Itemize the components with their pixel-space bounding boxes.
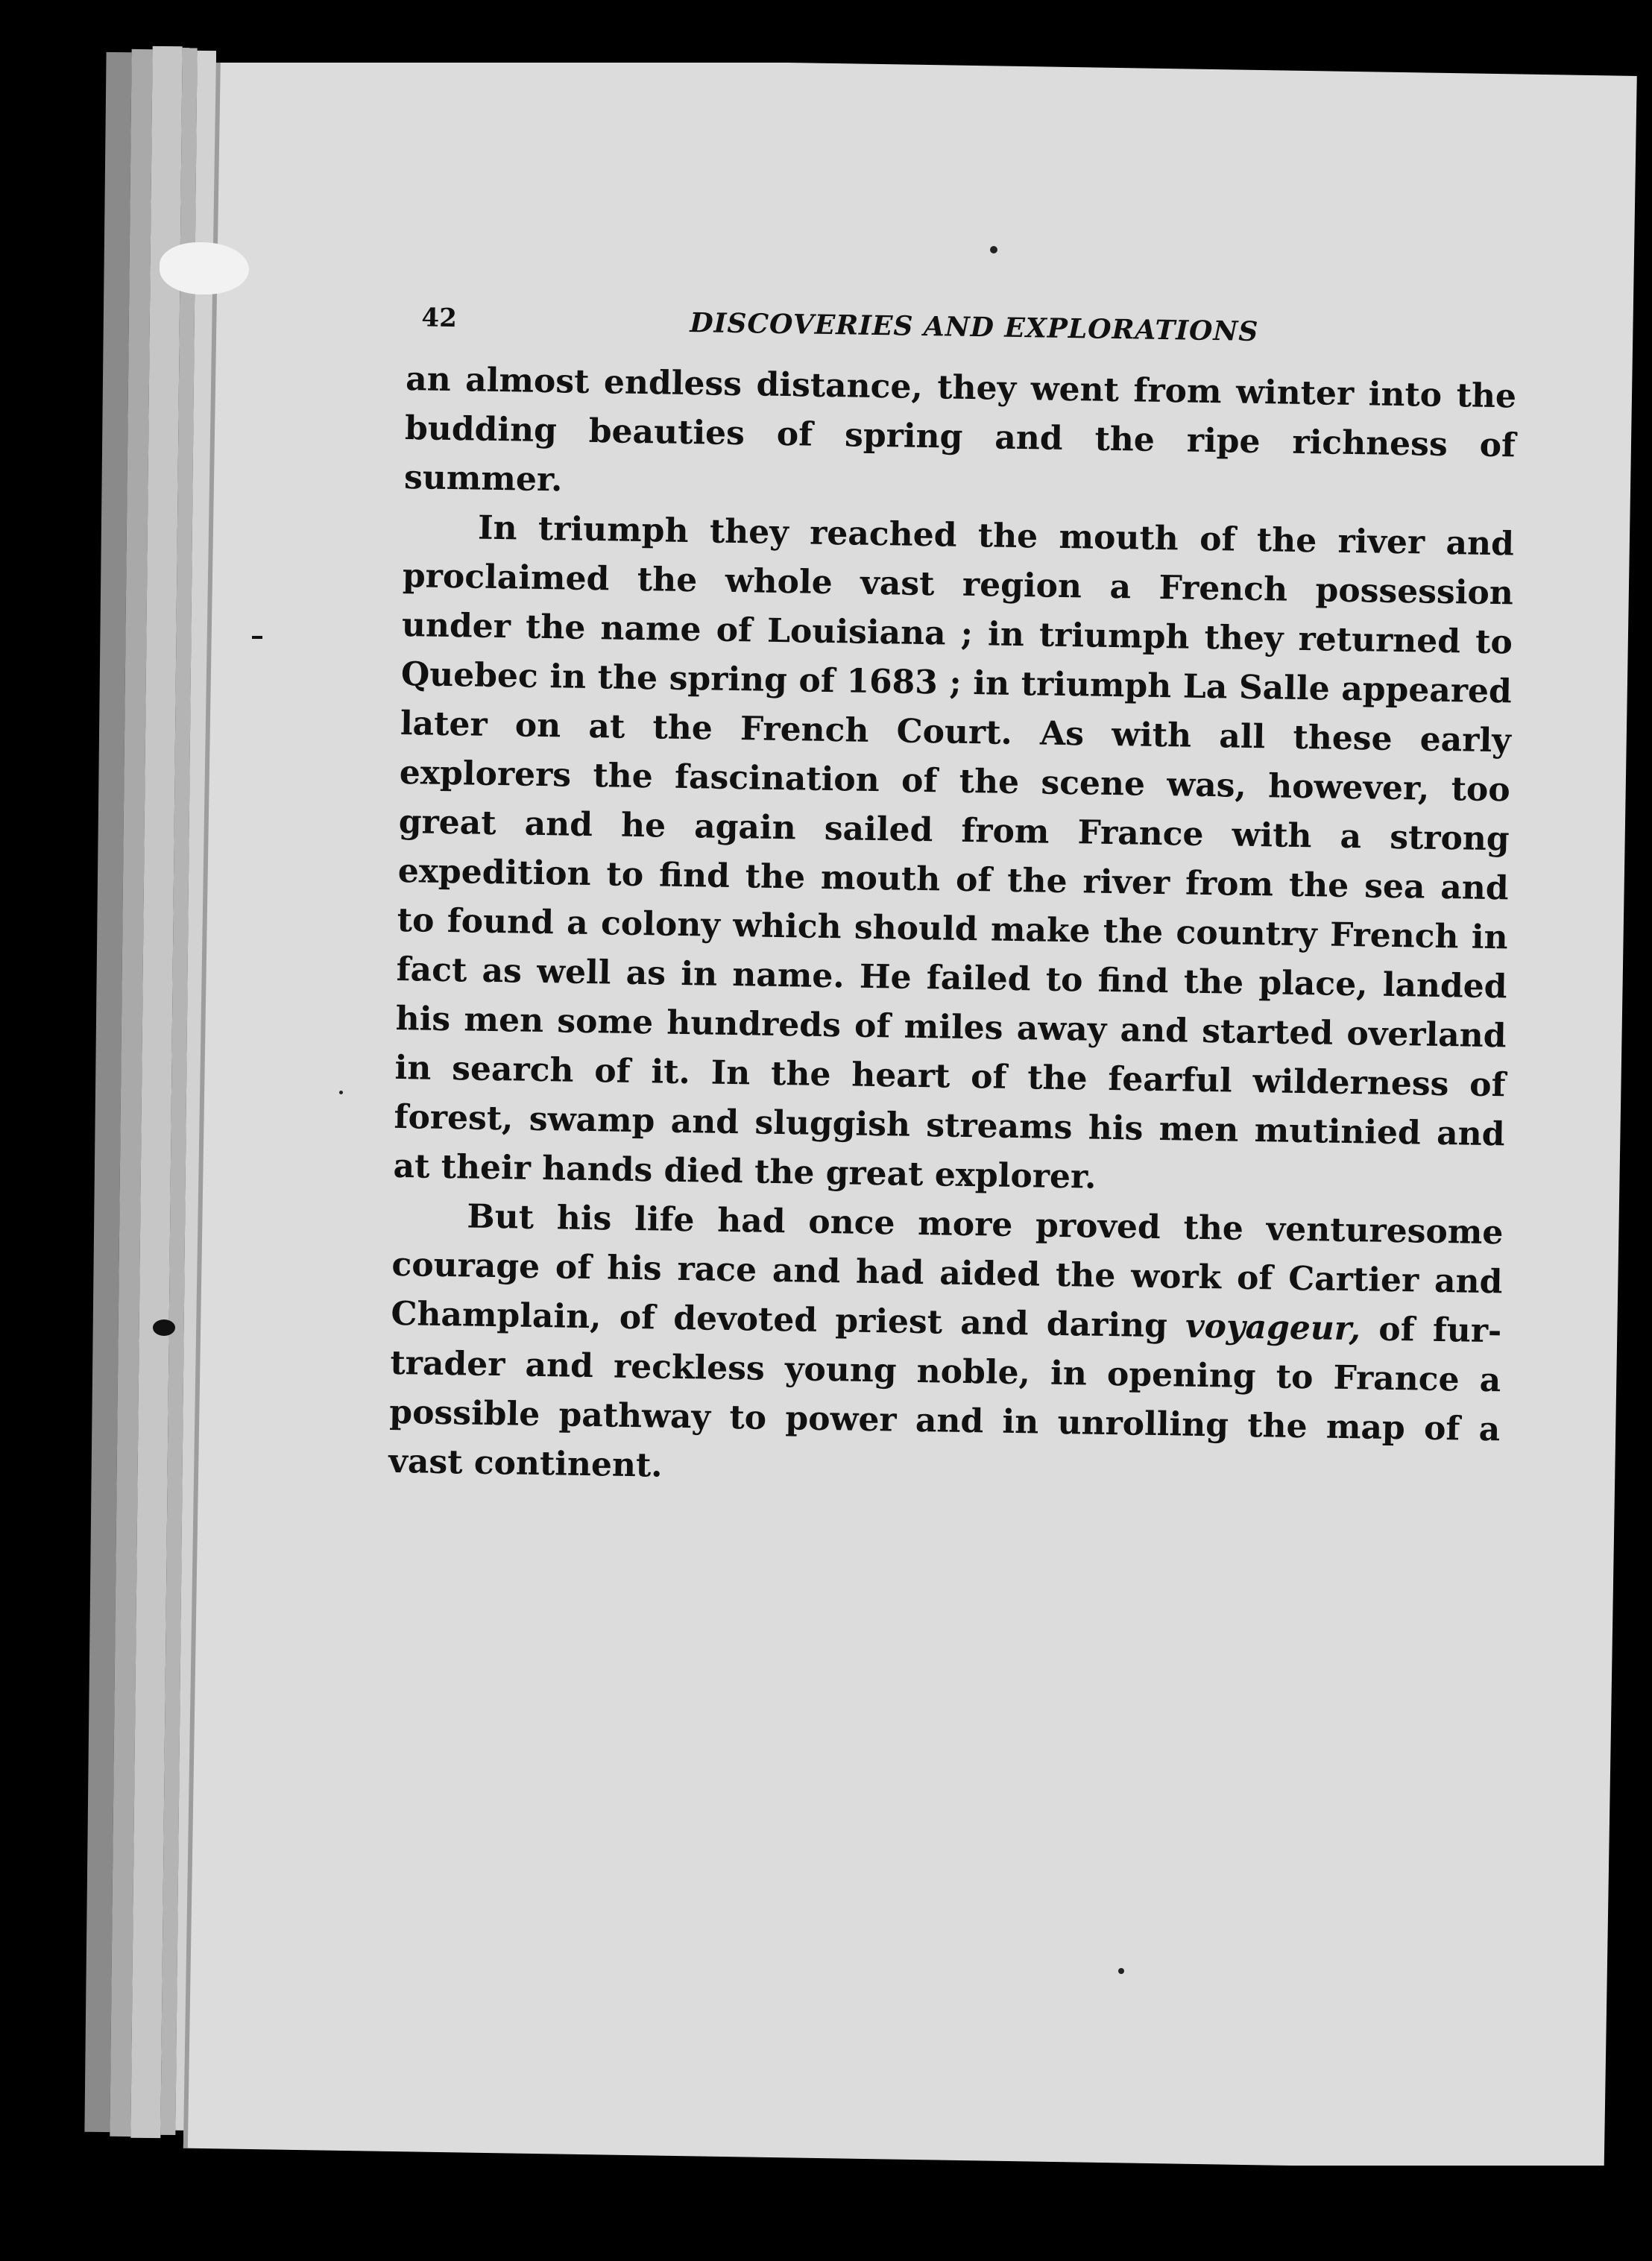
margin-tick <box>252 636 262 639</box>
dust-speck <box>339 1091 343 1094</box>
paragraph-3-text-b: of fur-trader and reckless young noble, in opening to France a possible pathway to power and in unrolling the map of a vast continent. <box>388 1310 1502 1485</box>
page-number: 42 <box>421 303 458 334</box>
paper-tear <box>160 242 249 294</box>
book-page <box>183 54 1637 2171</box>
margin-blot <box>153 1319 175 1336</box>
paragraph-3 <box>388 1191 1504 1504</box>
running-title: DISCOVERIES AND EXPLORATIONS <box>690 307 1259 348</box>
paragraph-3-text-a: But his life had once more proved the venturesome courage of his race and had aided the work of Cartier and Champlain, of devoted priest and daring <box>391 1197 1504 1346</box>
bottom-shadow <box>0 2166 1652 2261</box>
dust-speck <box>990 246 997 253</box>
paragraph-1: an almost endless distance, they went from winter into the budding beauties of spring and the ripe richness of summer. <box>403 360 1517 499</box>
page-text-block <box>388 303 1518 1504</box>
paragraph-2: In triumph they reached the mouth of the river and proclaimed the whole vast region a French possession under the name of Louisiana ; in triumph they returned to Quebec in the spring of 1683 ; in triumph La Salle appeared later on at the French Court. As with all these early explorers the fascination of the scene was, however, too great and he again sailed from France with a strong expedition to find the mouth of the river from the sea and to found a colony which should make the country French in fact as well as in name. He failed to find the place, landed his men some hundreds of miles away and started overland in search of it. In the heart of the fearful wilderness of forest, swamp and sluggish streams his men mutinied and at their hands died the great explorer. <box>393 508 1515 1196</box>
paragraph-3-italic-word: voyageur, <box>1185 1307 1361 1349</box>
dust-speck <box>1118 1968 1124 1974</box>
top-shadow <box>216 0 1652 63</box>
